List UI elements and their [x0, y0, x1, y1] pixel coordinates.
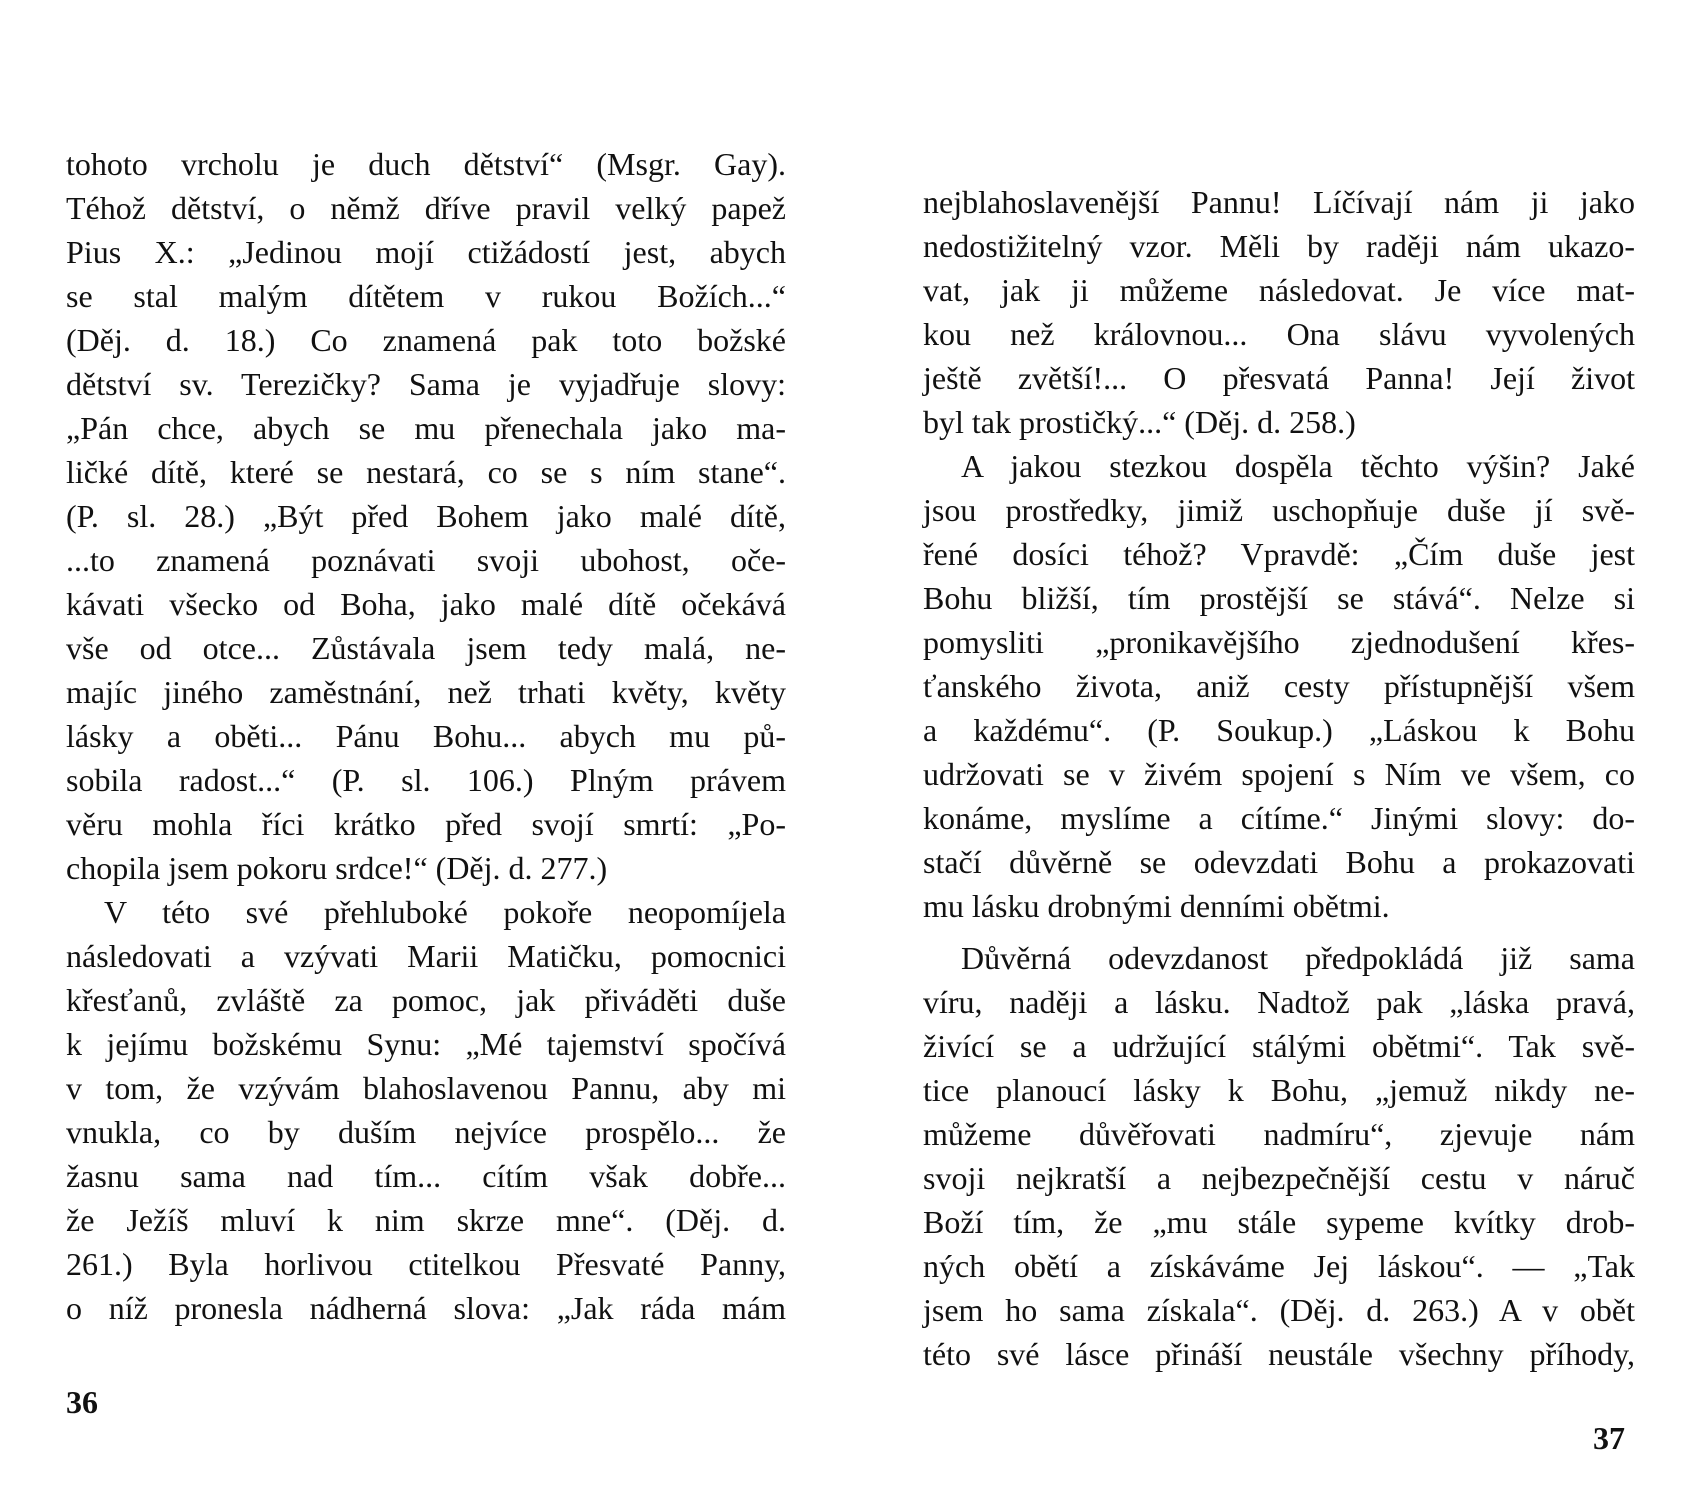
text-line: nedostižitelný vzor. Měli by raději nám ukazo- [923, 228, 1635, 264]
text-line: ...to znamená poznávati svoji ubohost, oče- [66, 542, 786, 578]
text-line: Téhož dětství, o němž dříve pravil velký papež [66, 190, 786, 226]
text-line: jsem ho sama získala“. (Děj. d. 263.) A v obět [923, 1292, 1635, 1328]
text-line: dětství sv. Terezičky? Sama je vyjadřuje slovy: [66, 366, 786, 402]
page-number-left: 36 [66, 1384, 98, 1420]
text-line: nejblahoslavenější Pannu! Líčívají nám ji jako [923, 184, 1635, 220]
text-line: A jakou stezkou dospěla těchto výšin? Jaké [961, 448, 1635, 484]
text-line: tohoto vrcholu je duch dětství“ (Msgr. Gay). [66, 146, 786, 182]
text-line: sobila radost...“ (P. sl. 106.) Plným právem [66, 762, 786, 798]
text-line: žasnu sama nad tím... cítím však dobře... [66, 1158, 786, 1194]
text-line: vnukla, co by duším nejvíce prospělo... že [66, 1114, 786, 1150]
text-line: řené dosíci téhož? Vpravdě: „Čím duše jest [923, 536, 1635, 572]
text-line: kou než královnou... Ona slávu vyvolených [923, 316, 1635, 352]
text-line: V této své přehluboké pokoře neopomíjela [104, 894, 786, 930]
text-line: kávati všecko od Boha, jako malé dítě očekává [66, 586, 786, 622]
text-line: Důvěrná odevzdanost předpokládá již sama [961, 940, 1635, 976]
text-line: věru mohla říci krátko před svojí smrtí: „Po- [66, 806, 786, 842]
text-line: vše od otce... Zůstávala jsem tedy malá, ne- [66, 630, 786, 666]
text-line: této své lásce přináší neustále všechny příhody, [923, 1336, 1635, 1372]
text-line: Boží tím, že „mu stále sypeme kvítky drob- [923, 1204, 1635, 1240]
text-line: že Ježíš mluví k nim skrze mne“. (Děj. d. [66, 1202, 786, 1238]
text-line: ličké dítě, které se nestará, co se s ním stane“. [66, 454, 786, 490]
text-line: konáme, myslíme a cítíme.“ Jinými slovy: do- [923, 800, 1635, 836]
text-line: lásky a oběti... Pánu Bohu... abych mu pů- [66, 718, 786, 754]
text-line: o níž pronesla nádherná slova: „Jak ráda mám [66, 1290, 786, 1326]
text-line: Bohu bližší, tím prostější se stává“. Nelze si [923, 580, 1635, 616]
text-line: „Pán chce, abych se mu přenechala jako ma- [66, 410, 786, 446]
text-line: chopila jsem pokoru srdce!“ (Děj. d. 277.) [66, 850, 608, 886]
text-line: udržovati se v živém spojení s Ním ve všem, co [923, 756, 1635, 792]
left-page-text [66, 142, 786, 1330]
text-line: jsou prostředky, jimiž uschopňuje duše jí svě- [923, 492, 1635, 528]
text-line: víru, naději a lásku. Nadtož pak „láska pravá, [923, 984, 1635, 1020]
text-line: v tom, že vzývám blahoslavenou Pannu, aby mi [66, 1070, 786, 1106]
text-line: Pius X.: „Jedinou mojí ctižádostí jest, abych [66, 234, 786, 270]
text-line: stačí důvěrně se odevzdati Bohu a prokazovati [923, 844, 1635, 880]
text-line: a každému“. (P. Soukup.) „Láskou k Bohu [923, 712, 1635, 748]
text-line: pomysliti „pronikavějšího zjednodušení křes- [923, 624, 1635, 660]
text-line: mu lásku drobnými denními obětmi. [923, 888, 1390, 924]
text-line: můžeme důvěřovati nadmíru“, zjevuje nám [923, 1116, 1635, 1152]
text-line: ťanského života, aniž cesty přístupnější všem [923, 668, 1635, 704]
text-line: tice planoucí lásky k Bohu, „jemuž nikdy ne- [923, 1072, 1635, 1108]
text-line: (P. sl. 28.) „Být před Bohem jako malé dítě, [66, 498, 786, 534]
text-line: svoji nejkratší a nejbezpečnější cestu v náruč [923, 1160, 1635, 1196]
right-page-text [923, 180, 1635, 1376]
text-line: vat, jak ji můžeme následovat. Je více mat- [923, 272, 1635, 308]
text-line: k jejímu božskému Synu: „Mé tajemství spočívá [66, 1026, 786, 1062]
text-line: se stal malým dítětem v rukou Božích...“ [66, 278, 786, 314]
page-number-right: 37 [1593, 1420, 1625, 1456]
text-line: majíc jiného zaměstnání, než trhati květy, květy [66, 674, 786, 710]
text-line: následovati a vzývati Marii Matičku, pomocnici [66, 938, 786, 974]
text-line: ještě zvětší!... O přesvatá Panna! Její život [923, 360, 1635, 396]
text-line: živící se a udržující stálými obětmi“. Tak svě- [923, 1028, 1635, 1064]
text-line: byl tak prostičký...“ (Děj. d. 258.) [923, 404, 1356, 440]
text-line: (Děj. d. 18.) Co znamená pak toto božské [66, 322, 786, 358]
text-line: křesťanů, zvláště za pomoc, jak přiváděti duše [66, 982, 786, 1018]
text-line: 261.) Byla horlivou ctitelkou Přesvaté Panny, [66, 1246, 786, 1282]
text-line: ných obětí a získáváme Jej láskou“. — „Tak [923, 1248, 1635, 1284]
